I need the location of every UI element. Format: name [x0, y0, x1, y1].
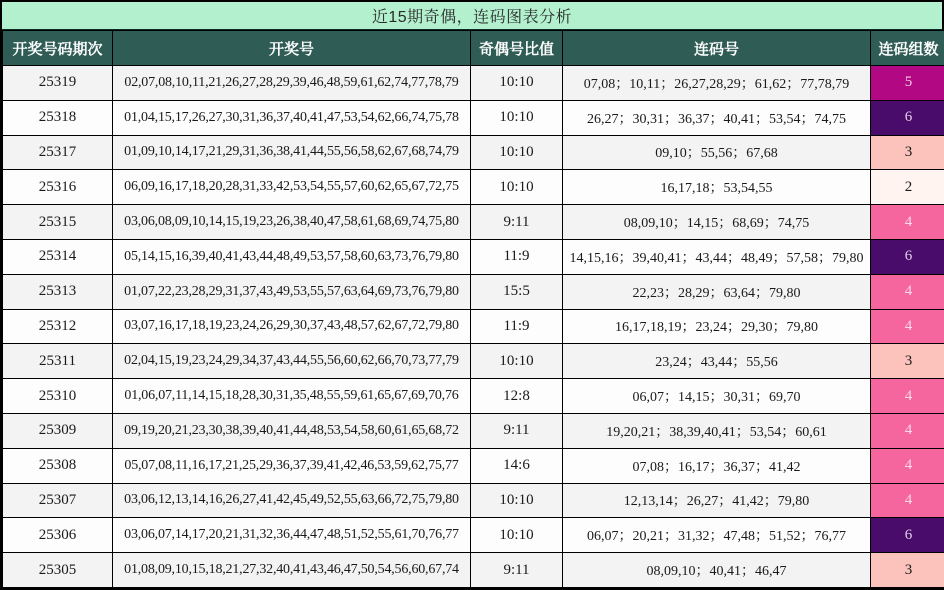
consecutive-numbers-cell: 19,20,21；38,39,40,41；53,54；60,61 — [563, 413, 871, 448]
table-row — [3, 379, 944, 414]
table-row — [3, 413, 944, 448]
consecutive-numbers-cell: 23,24；43,44；55,56 — [563, 344, 871, 379]
period-cell: 25316 — [3, 170, 113, 205]
period-cell: 25313 — [3, 274, 113, 309]
period-cell: 25319 — [3, 66, 113, 101]
group-count-cell: 4 — [871, 483, 944, 518]
consecutive-numbers-cell: 14,15,16；39,40,41；43,44；48,49；57,58；79,80 — [563, 239, 871, 274]
col-header-group-count: 连码组数 — [871, 31, 944, 66]
odd-even-ratio-cell: 10:10 — [471, 344, 563, 379]
period-cell: 25311 — [3, 344, 113, 379]
header-row — [3, 31, 944, 66]
col-header-consecutive-numbers: 连码号 — [563, 31, 871, 66]
odd-even-ratio-cell: 14:6 — [471, 448, 563, 483]
group-count-cell: 6 — [871, 518, 944, 553]
drawn-numbers-cell: 01,09,10,14,17,21,29,31,36,38,41,44,55,56,58,62,67,68,74,79 — [113, 135, 471, 170]
table-row — [3, 66, 944, 101]
group-count-cell: 4 — [871, 274, 944, 309]
period-cell: 25307 — [3, 483, 113, 518]
period-cell: 25312 — [3, 309, 113, 344]
group-count-cell: 4 — [871, 309, 944, 344]
drawn-numbers-cell: 03,06,12,13,14,16,26,27,41,42,45,49,52,55,63,66,72,75,79,80 — [113, 483, 471, 518]
table-row — [3, 483, 944, 518]
odd-even-ratio-cell: 9:11 — [471, 205, 563, 240]
drawn-numbers-cell: 01,08,09,10,15,18,21,27,32,40,41,43,46,47,50,54,56,60,67,74 — [113, 553, 471, 588]
table-row — [3, 448, 944, 483]
table-body — [3, 66, 944, 588]
period-cell: 25314 — [3, 239, 113, 274]
group-count-cell: 4 — [871, 205, 944, 240]
col-header-period: 开奖号码期次 — [3, 31, 113, 66]
table-row — [3, 135, 944, 170]
drawn-numbers-cell: 02,07,08,10,11,21,26,27,28,29,39,46,48,59,61,62,74,77,78,79 — [113, 66, 471, 101]
table-row — [3, 239, 944, 274]
odd-even-ratio-cell: 10:10 — [471, 135, 563, 170]
table-row — [3, 309, 944, 344]
consecutive-numbers-cell: 16,17,18；53,54,55 — [563, 170, 871, 205]
consecutive-numbers-cell: 12,13,14；26,27；41,42；79,80 — [563, 483, 871, 518]
odd-even-ratio-cell: 9:11 — [471, 413, 563, 448]
odd-even-ratio-cell: 10:10 — [471, 170, 563, 205]
period-cell: 25315 — [3, 205, 113, 240]
consecutive-numbers-cell: 22,23；28,29；63,64；79,80 — [563, 274, 871, 309]
group-count-cell: 6 — [871, 239, 944, 274]
table-row — [3, 170, 944, 205]
drawn-numbers-cell: 03,06,07,14,17,20,21,31,32,36,44,47,48,51,52,55,61,70,76,77 — [113, 518, 471, 553]
table-row — [3, 205, 944, 240]
analysis-table — [2, 30, 944, 588]
consecutive-numbers-cell: 06,07；14,15；30,31；69,70 — [563, 379, 871, 414]
period-cell: 25318 — [3, 100, 113, 135]
consecutive-numbers-cell: 07,08；10,11；26,27,28,29；61,62；77,78,79 — [563, 66, 871, 101]
odd-even-ratio-cell: 11:9 — [471, 239, 563, 274]
table-row — [3, 553, 944, 588]
drawn-numbers-cell: 01,06,07,11,14,15,18,28,30,31,35,48,55,59,61,65,67,69,70,76 — [113, 379, 471, 414]
group-count-cell: 3 — [871, 344, 944, 379]
group-count-cell: 3 — [871, 553, 944, 588]
table-row — [3, 518, 944, 553]
consecutive-numbers-cell: 08,09,10；40,41；46,47 — [563, 553, 871, 588]
period-cell: 25308 — [3, 448, 113, 483]
odd-even-ratio-cell: 11:9 — [471, 309, 563, 344]
group-count-cell: 4 — [871, 413, 944, 448]
col-header-odd-even-ratio: 奇偶号比值 — [471, 31, 563, 66]
page-title: 近15期奇偶，连码图表分析 — [2, 2, 942, 30]
period-cell: 25310 — [3, 379, 113, 414]
drawn-numbers-cell: 05,07,08,11,16,17,21,25,29,36,37,39,41,42,46,53,59,62,75,77 — [113, 448, 471, 483]
period-cell: 25309 — [3, 413, 113, 448]
drawn-numbers-cell: 03,06,08,09,10,14,15,19,23,26,38,40,47,58,61,68,69,74,75,80 — [113, 205, 471, 240]
group-count-cell: 5 — [871, 66, 944, 101]
odd-even-ratio-cell: 12:8 — [471, 379, 563, 414]
consecutive-numbers-cell: 26,27；30,31；36,37；40,41；53,54；74,75 — [563, 100, 871, 135]
table-row — [3, 100, 944, 135]
period-cell: 25317 — [3, 135, 113, 170]
group-count-cell: 4 — [871, 379, 944, 414]
odd-even-ratio-cell: 10:10 — [471, 483, 563, 518]
consecutive-numbers-cell: 06,07；20,21；31,32；47,48；51,52；76,77 — [563, 518, 871, 553]
odd-even-ratio-cell: 10:10 — [471, 100, 563, 135]
table-row — [3, 274, 944, 309]
drawn-numbers-cell: 03,07,16,17,18,19,23,24,26,29,30,37,43,48,57,62,67,72,79,80 — [113, 309, 471, 344]
drawn-numbers-cell: 01,07,22,23,28,29,31,37,43,49,53,55,57,63,64,69,73,76,79,80 — [113, 274, 471, 309]
consecutive-numbers-cell: 07,08；16,17；36,37；41,42 — [563, 448, 871, 483]
consecutive-numbers-cell: 08,09,10；14,15；68,69；74,75 — [563, 205, 871, 240]
odd-even-ratio-cell: 10:10 — [471, 518, 563, 553]
odd-even-ratio-cell: 9:11 — [471, 553, 563, 588]
period-cell: 25305 — [3, 553, 113, 588]
drawn-numbers-cell: 05,14,15,16,39,40,41,43,44,48,49,53,57,58,60,63,73,76,79,80 — [113, 239, 471, 274]
col-header-drawn-numbers: 开奖号 — [113, 31, 471, 66]
drawn-numbers-cell: 06,09,16,17,18,20,28,31,33,42,53,54,55,57,60,62,65,67,72,75 — [113, 170, 471, 205]
group-count-cell: 6 — [871, 100, 944, 135]
group-count-cell: 2 — [871, 170, 944, 205]
period-cell: 25306 — [3, 518, 113, 553]
odd-even-ratio-cell: 15:5 — [471, 274, 563, 309]
table-row — [3, 344, 944, 379]
consecutive-numbers-cell: 09,10；55,56；67,68 — [563, 135, 871, 170]
group-count-cell: 3 — [871, 135, 944, 170]
odd-even-ratio-cell: 10:10 — [471, 66, 563, 101]
drawn-numbers-cell: 09,19,20,21,23,30,38,39,40,41,44,48,53,54,58,60,61,65,68,72 — [113, 413, 471, 448]
consecutive-numbers-cell: 16,17,18,19；23,24；29,30；79,80 — [563, 309, 871, 344]
drawn-numbers-cell: 02,04,15,19,23,24,29,34,37,43,44,55,56,60,62,66,70,73,77,79 — [113, 344, 471, 379]
group-count-cell: 4 — [871, 448, 944, 483]
drawn-numbers-cell: 01,04,15,17,26,27,30,31,36,37,40,41,47,53,54,62,66,74,75,78 — [113, 100, 471, 135]
